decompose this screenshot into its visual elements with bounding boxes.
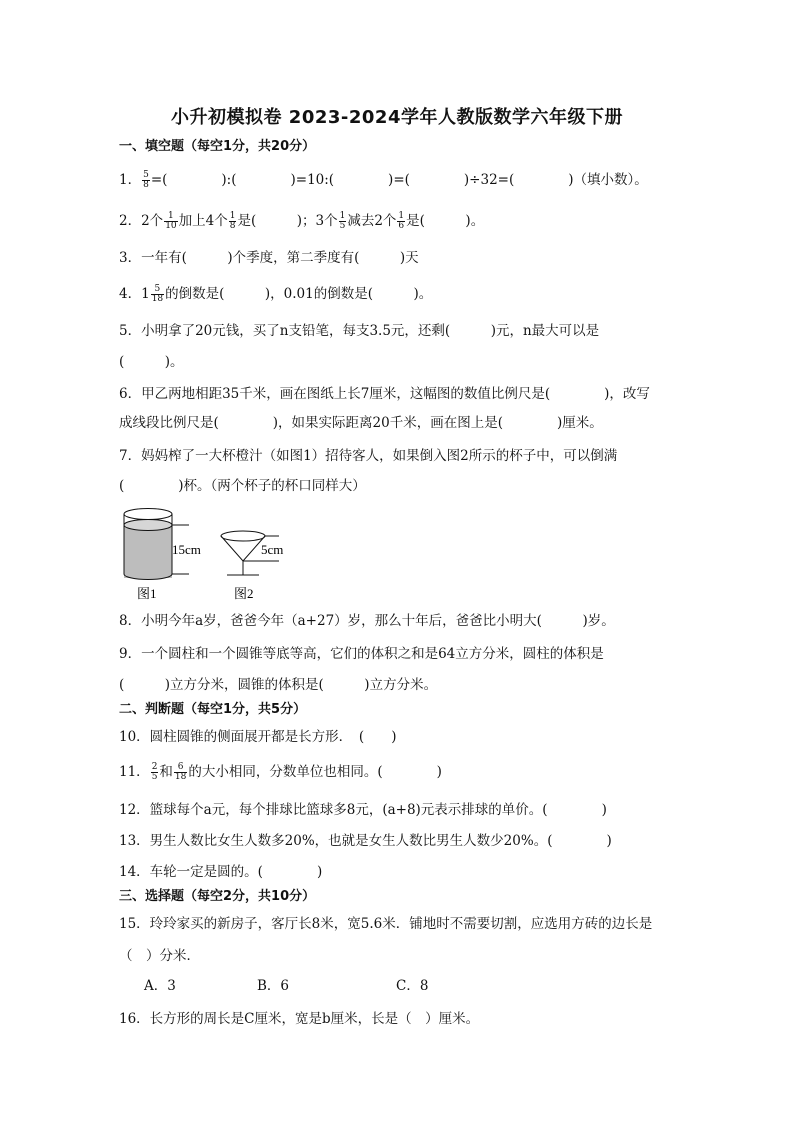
question-15-line-2: （ ）分米． <box>119 948 200 964</box>
fraction: $\frac{5}{8}$ <box>143 170 149 190</box>
question-9-line-2: ( )立方分米，圆锥的体积是( )立方分米。 <box>119 677 438 693</box>
fraction: $\frac{1}{6}$ <box>398 211 405 231</box>
fig2-height-label: 5cm <box>261 542 284 557</box>
fig2-caption: 图2 <box>234 586 254 601</box>
question-4: 4．1 $\frac{5}{18}$ 的倒数是( )，0.01的倒数是( )。 <box>119 284 433 304</box>
fraction: $\frac{5}{18}$ <box>151 284 164 304</box>
section-true-false-header: 二、判断题（每空1分，共5分） <box>119 702 307 717</box>
question-11: 11． $\frac{2}{5}$ 和 $\frac{6}{18}$ 的大小相同，分数单位也相同。( ) <box>119 762 442 782</box>
question-12: 12．篮球每个a元，每个排球比篮球多8元，(a+8)元表示排球的单价。( ) <box>119 802 607 818</box>
question-2: 2．2个 $\frac{1}{10}$ 加上4个 $\frac{1}{8}$ 是( )；3个 $\frac{1}{5}$ 减去2个 $\frac{1}{6}$ 是( )。 <box>119 211 485 231</box>
question-7-line-2: ( )杯。（两个杯子的杯口同样大） <box>119 478 366 494</box>
question-5-line-1: 5．小明拿了20元钱，买了n支铅笔，每支3.5元，还剩( )元，n最大可以是 <box>119 323 600 339</box>
question-15-options <box>144 976 428 996</box>
fraction: $\frac{1}{10}$ <box>165 211 177 231</box>
section-fill-in-header: 一、填空题（每空1分，共20分） <box>119 139 316 154</box>
question-15-line-1: 15．玲玲家买的新房子，客厅长8米，宽5.6米．铺地时不需要切割，应选用方砖的边长是 <box>119 916 653 932</box>
cups-figure <box>115 505 295 603</box>
question-5-line-2: ( )。 <box>119 354 184 370</box>
section-multiple-choice-header: 三、选择题（每空2分，共10分） <box>119 889 316 904</box>
question-16: 16．长方形的周长是C厘米，宽是b厘米，长是（ ）厘米。 <box>119 1011 480 1027</box>
fig1-caption: 图1 <box>137 586 157 601</box>
fig1-height-label: 15cm <box>172 542 201 557</box>
option-b: B．6 <box>257 978 290 994</box>
question-1: 1． $\frac{5}{8}$ =( ):( )=10:( )=( )÷32=( )（填小数）。 <box>119 170 648 190</box>
question-6-line-2: 成线段比例尺是( )，如果实际距离20千米，画在图上是( )厘米。 <box>119 415 603 431</box>
question-14: 14．车轮一定是圆的。( ) <box>119 864 323 880</box>
fraction: $\frac{6}{18}$ <box>174 762 187 782</box>
question-10: 10．圆柱圆锥的侧面展开都是长方形． ( ) <box>119 729 397 745</box>
question-9-line-1: 9．一个圆柱和一个圆锥等底等高，它们的体积之和是64立方分米，圆柱的体积是 <box>119 646 604 662</box>
question-6-line-1: 6．甲乙两地相距35千米，画在图纸上长7厘米，这幅图的数值比例尺是( )，改写 <box>119 386 650 402</box>
fraction: $\frac{1}{8}$ <box>229 211 236 231</box>
question-3: 3．一年有( )个季度，第二季度有( )天 <box>119 250 419 266</box>
fraction: $\frac{2}{5}$ <box>151 762 158 782</box>
fraction: $\frac{1}{5}$ <box>339 211 346 231</box>
question-7-line-1: 7．妈妈榨了一大杯橙汁（如图1）招待客人，如果倒入图2所示的杯子中，可以倒满 <box>119 448 618 464</box>
option-a: A．3 <box>144 978 176 994</box>
exam-title: 小升初模拟卷 2023-2024学年人教版数学六年级下册 <box>171 107 623 128</box>
question-13: 13．男生人数比女生人数多20%，也就是女生人数比男生人数少20%。( ) <box>119 833 612 849</box>
option-c: C．8 <box>396 978 429 994</box>
question-8: 8．小明今年a岁，爸爸今年（a+27）岁，那么十年后，爸爸比小明大( )岁。 <box>119 613 615 629</box>
